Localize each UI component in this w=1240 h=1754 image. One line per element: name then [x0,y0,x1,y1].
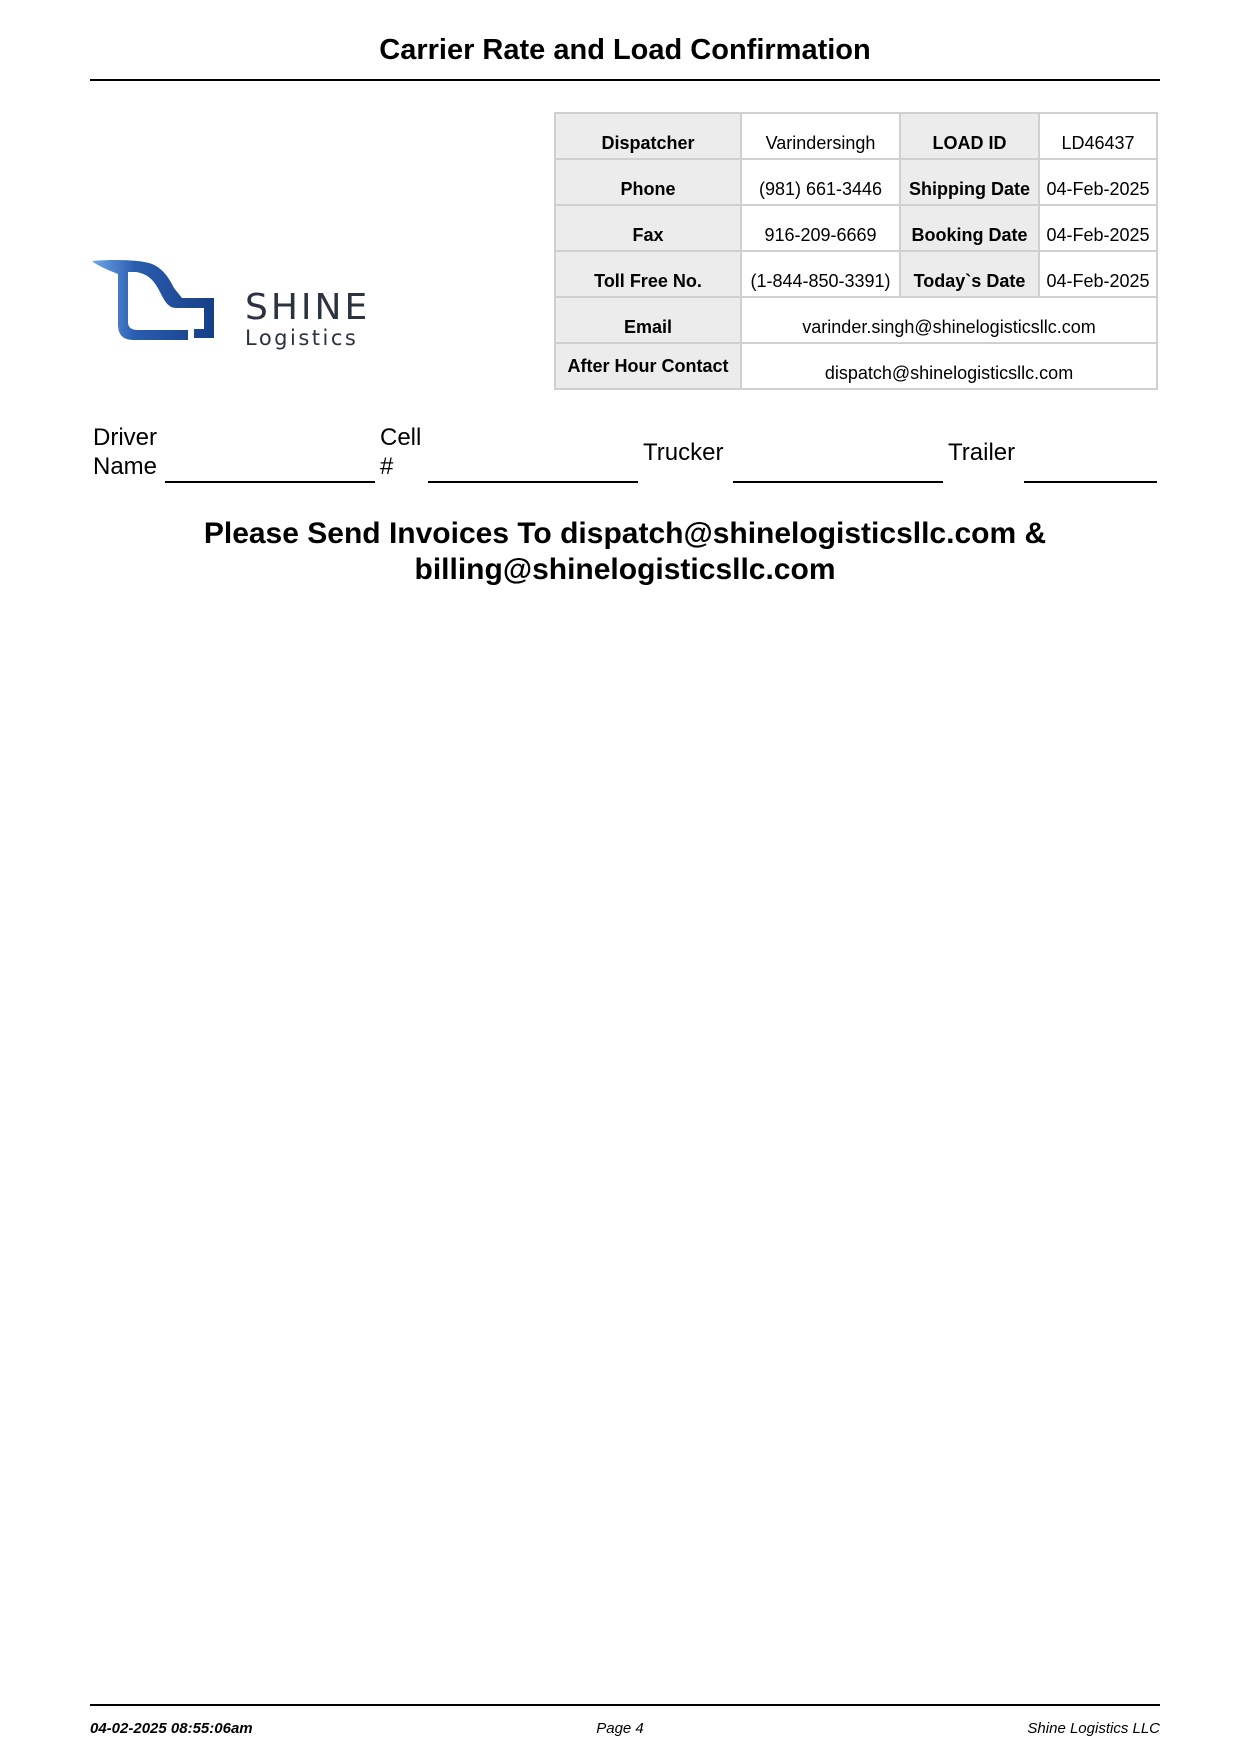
trucker-field[interactable] [733,481,943,483]
booking-date-label: Booking Date [900,205,1039,251]
invoice-notice-line1: Please Send Invoices To dispatch@shinelogisticsllc.com & [203,517,1047,550]
footer-divider [90,1704,1160,1706]
after-hour-label: After Hour Contact [555,343,741,389]
shipping-date-label: Shipping Date [900,159,1039,205]
email-label: Email [555,297,741,343]
shipping-date-value: 04-Feb-2025 [1039,159,1157,205]
table-row [555,297,1157,343]
load-id-value: LD46437 [1039,113,1157,159]
phone-value: (981) 661-3446 [741,159,900,205]
load-id-label: LOAD ID [900,113,1039,159]
driver-name-label [93,423,157,481]
trailer-field[interactable] [1024,481,1157,483]
logo-tagline: Logistics [245,326,359,350]
cell-label-line1: Cell [380,424,422,451]
trucker-label: Trucker [643,439,724,466]
logo-mark-icon [92,254,242,354]
driver-label-line2: Name [93,453,158,480]
cell-label [380,423,421,481]
booking-date-value: 04-Feb-2025 [1039,205,1157,251]
fax-label: Fax [555,205,741,251]
dispatcher-label: Dispatcher [555,113,741,159]
email-value[interactable]: varinder.singh@shinelogisticsllc.com [741,297,1157,343]
trailer-label: Trailer [948,439,1016,466]
phone-label: Phone [555,159,741,205]
cell-number-field[interactable] [428,481,638,483]
cell-label-line2: # [380,453,394,480]
logo-wordmark: SHINE [245,287,371,328]
after-hour-value[interactable]: dispatch@shinelogisticsllc.com [741,343,1157,389]
company-logo [92,254,382,354]
driver-label-line1: Driver [93,424,157,451]
document-title: Carrier Rate and Load Confirmation [379,34,871,66]
footer-page-number: Page 4 [596,1720,644,1737]
toll-free-value: (1-844-850-3391) [741,251,900,297]
table-row [555,159,1157,205]
footer-timestamp: 04-02-2025 08:55:06am [90,1720,253,1737]
table-row [555,113,1157,159]
invoice-notice [90,516,1160,588]
invoice-notice-line2: billing@shinelogisticsllc.com [414,553,836,586]
toll-free-label: Toll Free No. [555,251,741,297]
dispatch-info-table [554,112,1158,390]
dispatcher-value: Varindersingh [741,113,900,159]
todays-date-value: 04-Feb-2025 [1039,251,1157,297]
table-row [555,251,1157,297]
fax-value: 916-209-6669 [741,205,900,251]
table-row [555,205,1157,251]
driver-name-field[interactable] [165,481,375,483]
table-row [555,343,1157,389]
todays-date-label: Today`s Date [900,251,1039,297]
footer-company: Shine Logistics LLC [1027,1720,1160,1737]
title-divider [90,79,1160,81]
